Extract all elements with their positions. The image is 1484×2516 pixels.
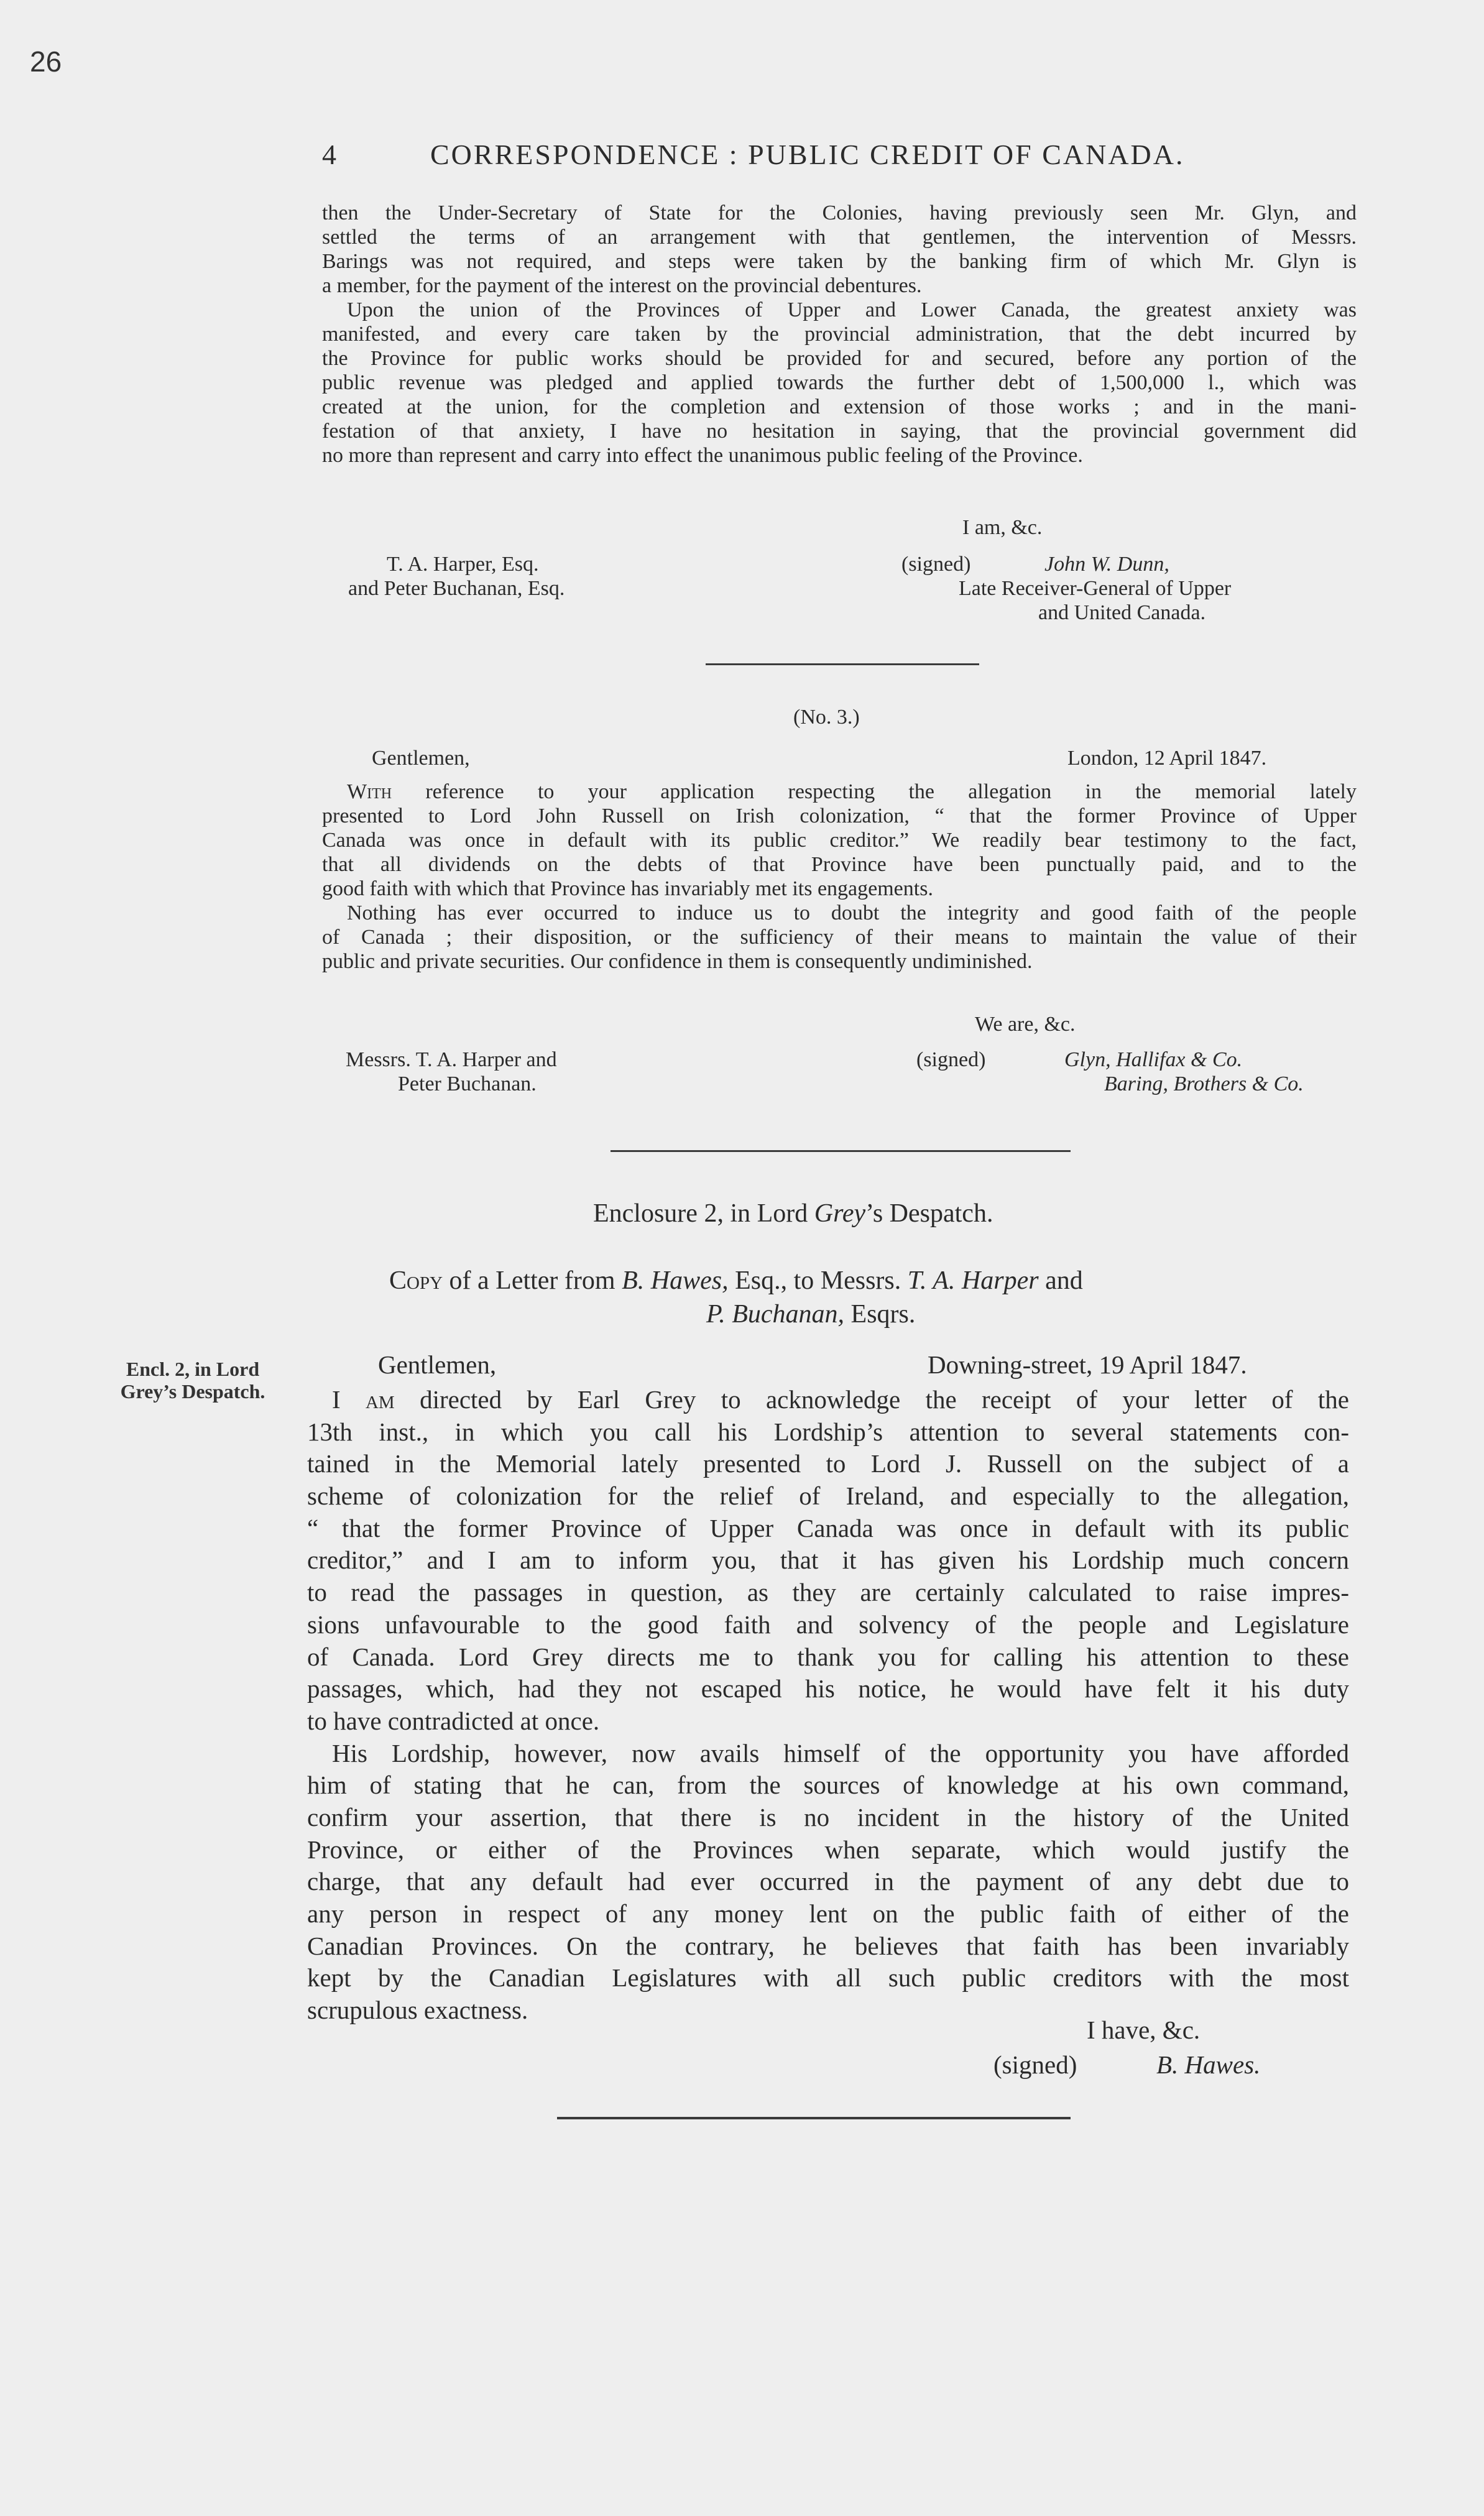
letter1-line: then the Under-Secretary of State for the Colonies, having previously seen Mr. Glyn, and [322,201,1357,224]
margin-note-line2: Grey’s Despatch. [120,1380,265,1403]
letter1-line: created at the union, for the completion and extension of those works ; and in the mani- [322,395,1357,418]
letter2-line: Canada was once in default with its public creditor.” We readily bear testimony to the fact, [322,829,1357,852]
letter1-addressee-line1: T. A. Harper, Esq. [387,553,539,576]
copy-title-text-c: Esq., to Messrs. [735,1266,901,1295]
letter2-salutation: Gentlemen, [372,747,470,770]
enclosure-heading [593,1199,993,1228]
letter3-signatory-name: B. Hawes. [1156,2050,1261,2079]
letter3-line: 13th inst., in which you call his Lordship’s attention to several statements con- [307,1417,1349,1446]
letter2-number: (No. 3.) [793,706,860,729]
separator-rule [706,663,979,665]
letter2-closing: We are, &c. [975,1013,1076,1036]
letter3-line: kept by the Canadian Legislatures with all such public creditors with the most [307,1963,1349,1993]
letter2-line [322,780,1357,804]
letter2-line: Nothing has ever occurred to induce us to doubt the integrity and good faith of the people [347,901,1357,924]
letter3-line: to read the passages in question, as they are certainly calculated to raise impres- [307,1578,1349,1607]
letter2-place-date: London, 12 April 1847. [1067,747,1267,770]
letter3-line: any person in respect of any money lent on the public faith of either of the [307,1899,1349,1928]
letter3-signed-label: (signed) [993,2050,1077,2079]
letter3-signatory [1156,2049,1260,2081]
letter2-signed-label: (signed) [916,1048,986,1071]
letter1-line: Barings was not required, and steps were taken by the banking firm of which Mr. Glyn is [322,250,1357,273]
letter2-body [322,780,1357,974]
letter1-signatory-title1: Late Receiver-General of Upper [959,577,1232,600]
scan-page-number: 26 [30,45,62,78]
letter3-line [307,1384,1349,1416]
letter1-line: settled the terms of an arrangement with that gentlemen, the intervention of Messrs. [322,226,1357,249]
enclosure-heading-name: Grey [814,1199,866,1228]
letter1-signatory-name: John W. Dunn, [1044,553,1169,576]
letter2-line: that all dividends on the debts of that Province have been punctually paid, and to the [322,853,1357,876]
letter1-line: manifested, and every care taken by the provincial administration, that the debt incurred by [322,323,1357,346]
letter3-body [307,1384,1349,2027]
running-head-title: CORRESPONDENCE : PUBLIC CREDIT OF CANADA. [430,139,1185,170]
letter3-line: creditor,” and I am to inform you, that it has given his Lordship much concern [307,1546,1349,1575]
letter1-signatory-title2: and United Canada. [1038,601,1206,624]
letter2-signatory-1 [1064,1048,1242,1072]
letter1-signed-label: (signed) [901,553,971,576]
letter3-line: sions unfavourable to the good faith and solvency of the people and Legislature [307,1610,1349,1639]
enclosure-heading-pre: Enclosure 2, in Lord [593,1199,808,1228]
running-head-page-number: 4 [322,139,338,170]
letter3-line: “ that the former Province of Upper Canada was once in default with its public [307,1513,1349,1542]
letter3-line: passages, which, had they not escaped his notice, he would have felt it his duty [307,1674,1349,1703]
letter3-line: scrupulous exactness. [307,1996,528,2025]
separator-rule [557,2117,1071,2119]
letter3-line: tained in the Memorial lately presented to Lord J. Russell on the subject of a [307,1449,1349,1478]
letter2-line: presented to Lord John Russell on Irish colonization, “ that the former Province of Upper [322,804,1357,827]
letter3-first-word: I am [332,1385,395,1414]
letter1-line: Upon the union of the Provinces of Upper and Lower Canada, the greatest anxiety was [347,298,1357,321]
separator-rule [611,1150,1071,1152]
letter2-signatory-1-name: Glyn, Hallifax & Co. [1064,1048,1243,1071]
letter3-line: scheme of colonization for the relief of Ireland, and especially to the allegation, [307,1481,1349,1511]
letter2-addressee-line2: Peter Buchanan. [398,1072,537,1095]
letter1-addressee-line2: and Peter Buchanan, Esq. [348,577,565,600]
letter2-first-word: With [347,780,392,803]
letter3-line: to have contradicted at once. [307,1706,600,1735]
letter2-addressee-line1: Messrs. T. A. Harper and [346,1048,557,1071]
copy-title-sender: B. Hawes, [622,1266,729,1295]
enclosure-copy-title-line1 [389,1266,1083,1296]
letter3-line: Canadian Provinces. On the contrary, he believes that faith has been invariably [307,1931,1349,1960]
copy-title-text-e: and [1045,1266,1083,1295]
letter1-body [322,201,1357,468]
letter3-line-text: directed by Earl Grey to acknowledge the receipt of your letter of the [420,1385,1349,1414]
enclosure-heading-post: ’s Despatch. [865,1199,993,1228]
copy-title-recipient-1: T. A. Harper [907,1266,1039,1295]
letter3-place-date: Downing-street, 19 April 1847. [928,1350,1247,1379]
letter3-line: Province, or either of the Provinces when separate, which would justify the [307,1835,1349,1864]
letter1-line: public revenue was pledged and applied towards the further debt of 1,500,000 l., which was [322,371,1357,394]
copy-title-esqrs: Esqrs. [850,1300,916,1329]
letter3-line: His Lordship, however, now avails himself of the opportunity you have afforded [332,1738,1349,1767]
margin-note-line1: Encl. 2, in Lord [126,1358,260,1380]
letter1-closing: I am, &c. [962,516,1043,539]
letter1-line: a member, for the payment of the interest on the provincial debentures. [322,274,922,297]
letter2-signatory-2-name: Baring, Brothers & Co. [1104,1072,1304,1095]
copy-word: Copy [389,1266,443,1295]
letter1-line: the Province for public works should be provided for and secured, before any portion of the [322,347,1357,370]
letter3-line: of Canada. Lord Grey directs me to thank you for calling his attention to these [307,1642,1349,1671]
letter1-signatory [1044,552,1169,576]
copy-title-text-a: of a Letter from [449,1266,615,1295]
margin-note [99,1358,286,1403]
copy-title-recipient-2: P. Buchanan, [706,1300,845,1329]
letter2-line: public and private securities. Our confidence in them is consequently undiminished. [322,950,1033,973]
letter3-line: confirm your assertion, that there is no incident in the history of the United [307,1802,1349,1832]
letter3-line: him of stating that he can, from the sources of knowledge at his own command, [307,1771,1349,1800]
letter2-line: good faith with which that Province has invariably met its engagements. [322,877,933,900]
letter1-line: no more than represent and carry into effect the unanimous public feeling of the Province. [322,444,1083,467]
letter3-salutation: Gentlemen, [378,1350,497,1379]
letter3-closing: I have, &c. [1087,2016,1201,2044]
letter2-signatory-2 [1104,1072,1304,1096]
letter1-line: festation of that anxiety, I have no hesitation in saying, that the provincial government did [322,420,1357,443]
letter2-line: of Canada ; their disposition, or the sufficiency of their means to maintain the value of their [322,926,1357,949]
letter2-line-text: reference to your application respecting the allegation in the memorial lately [425,780,1357,803]
enclosure-copy-title-line2 [706,1299,915,1329]
letter3-line: charge, that any default had ever occurred in the payment of any debt due to [307,1867,1349,1896]
